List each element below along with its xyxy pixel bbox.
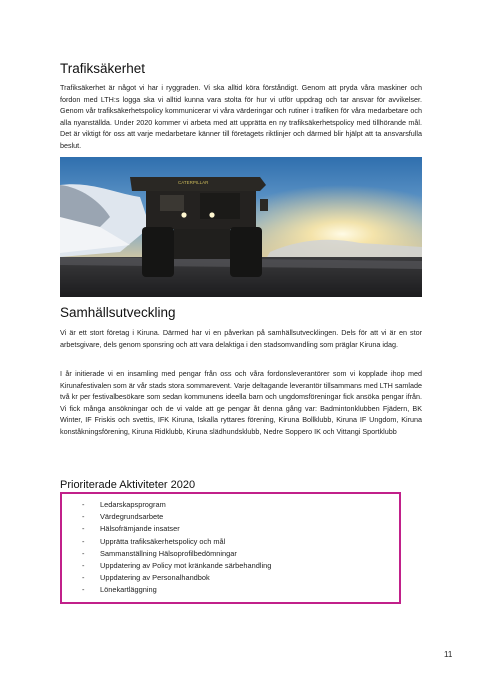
truck-brand-label: CATERPILLAR <box>178 180 209 185</box>
section-heading-priorities: Prioriterade Aktiviteter 2020 <box>60 479 196 491</box>
bullet-dash: - <box>82 548 85 558</box>
priority-list-item <box>82 499 271 511</box>
priority-list-item <box>82 560 271 572</box>
bullet-dash: - <box>82 512 85 522</box>
page-number: 11 <box>444 650 453 659</box>
priority-item-text: Uppdatering av Personalhandbok <box>100 573 210 583</box>
priority-list-item <box>82 523 271 535</box>
traffic-safety-paragraph: Trafiksäkerhet är något vi har i ryggraden. Vi ska alltid köra förståndigt. Genom att pryda våra maskiner och fordon med LTH:s logga ska vi alltid kunna vara stolta för hur vi utför uppdrag och tar ansvar för avvikelser. Genom vår trafiksäkerhetspolicy kommunicerar vi våra värderingar och rutiner i trafiken för våra medarbetare och alla nyanställda. Under 2020 kommer vi arbeta med att upprätta en ny trafiksäkerhetspolicy med tillhörande mål. Det är viktigt för oss att varje medarbetare känner till företagets riktlinjer och därmed blir hjälpt att ta ansvarsfulla beslut. <box>60 83 422 150</box>
bullet-dash: - <box>82 524 85 534</box>
priorities-box <box>60 492 401 604</box>
bullet-dash: - <box>82 585 85 595</box>
priority-list-item <box>82 511 271 523</box>
priority-item-text: Ledarskapsprogram <box>100 500 166 509</box>
priority-item-text: Hälsofrämjande insatser <box>100 524 180 534</box>
priority-list-item <box>82 536 271 548</box>
society-paragraph-1: Vi är ett stort företag i Kiruna. Därmed har vi en påverkan på samhällsutvecklingen. Dels för att vi är en stor arbetsgivare, dels genom sponsring och att vara delaktiga i den stadsomvandling som präglar Kiruna idag. <box>60 328 422 349</box>
bullet-dash: - <box>82 536 85 546</box>
priorities-list <box>82 499 271 597</box>
society-paragraph-2: I år initierade vi en insamling med pengar från oss och våra fordonsleverantörer som vi kopplade ihop med Kirunafestivalen som är vår stads stora sommarevent. Varje deltagande leverantör tillsammans med LTH samlade två kr per festivalbesökare som sedan kommunens ideella barn och ungdomsföreningar fick ansöka pengar ifrån. Vi fick många ansökningar och de vi valde att ge pengar åt denna gång var: Badmintonklubben Fjädern, BK Winter, IF Friskis och svettis, IFK Kiruna, Iskalla ryttares förening, Kiruna Bollklubb, Kiruna IF Ungdom, Kiruna konståkningsförening, Kiruna Ridklubb, Kiruna slädhundsklubb, Nedre Soppero IK och Vittangi Sportklubb <box>60 369 422 436</box>
bullet-dash: - <box>82 561 85 571</box>
priority-item-text: Lönekartläggning <box>100 585 157 595</box>
mining-truck-photo <box>60 157 422 297</box>
bullet-dash: - <box>82 573 85 583</box>
priority-item-text: Upprätta trafiksäkerhetspolicy och mål <box>100 536 226 546</box>
bullet-dash: - <box>82 500 85 509</box>
priority-list-item <box>82 548 271 560</box>
section-heading-traffic-safety: Trafiksäkerhet <box>60 61 146 76</box>
priority-item-text: Uppdatering av Policy mot kränkande särbehandling <box>100 561 272 571</box>
priority-list-item <box>82 572 271 584</box>
section-heading-society: Samhällsutveckling <box>60 305 176 320</box>
priority-item-text: Värdegrundsarbete <box>100 512 164 522</box>
priority-item-text: Sammanställning Hälsoprofilbedömningar <box>100 548 237 558</box>
priority-list-item <box>82 584 271 596</box>
